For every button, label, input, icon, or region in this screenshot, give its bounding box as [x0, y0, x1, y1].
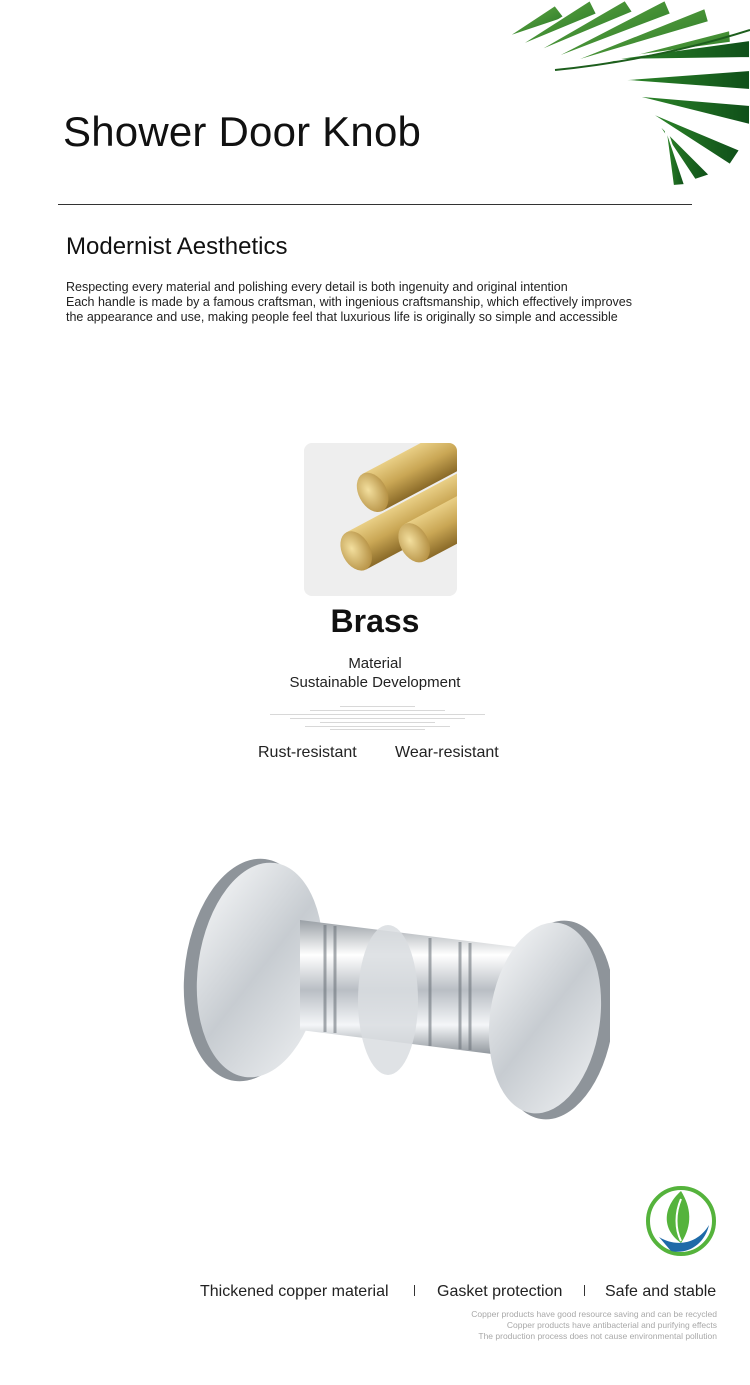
feature-copper: Thickened copper material	[200, 1283, 389, 1300]
intro-line: Respecting every material and polishing every detail is both ingenuity and original intention	[66, 280, 568, 294]
page-title: Shower Door Knob	[63, 108, 422, 155]
eco-leaf-water-icon	[645, 1185, 717, 1257]
feature-gasket: Gasket protection	[437, 1283, 563, 1300]
fine-print-decoration	[270, 705, 485, 731]
note-line: The production process does not cause environmental pollution	[478, 1331, 717, 1341]
note-line: Copper products have antibacterial and purifying effects	[506, 1320, 717, 1330]
intro-line: the appearance and use, making people feel that luxurious life is originally so simple and accessible	[66, 310, 618, 324]
separator	[584, 1285, 585, 1296]
palm-leaves-decoration	[495, 0, 750, 190]
feature-wear-resistant: Wear-resistant	[395, 744, 499, 761]
feature-rust-resistant: Rust-resistant	[258, 744, 357, 761]
material-name: Brass	[330, 603, 420, 639]
section-heading: Modernist Aesthetics	[66, 233, 288, 260]
separator	[414, 1285, 415, 1296]
title-divider	[58, 204, 692, 205]
shower-door-knob-image	[160, 820, 610, 1190]
feature-safe: Safe and stable	[605, 1283, 717, 1300]
material-subtitle: Sustainable Development	[289, 674, 461, 691]
material-label: Material	[348, 655, 402, 672]
note-line: Copper products have good resource saving and can be recycled	[471, 1309, 717, 1319]
brass-rods-image	[304, 443, 457, 596]
intro-line: Each handle is made by a famous craftsman, with ingenious craftsmanship, which effectively improves	[66, 295, 633, 309]
